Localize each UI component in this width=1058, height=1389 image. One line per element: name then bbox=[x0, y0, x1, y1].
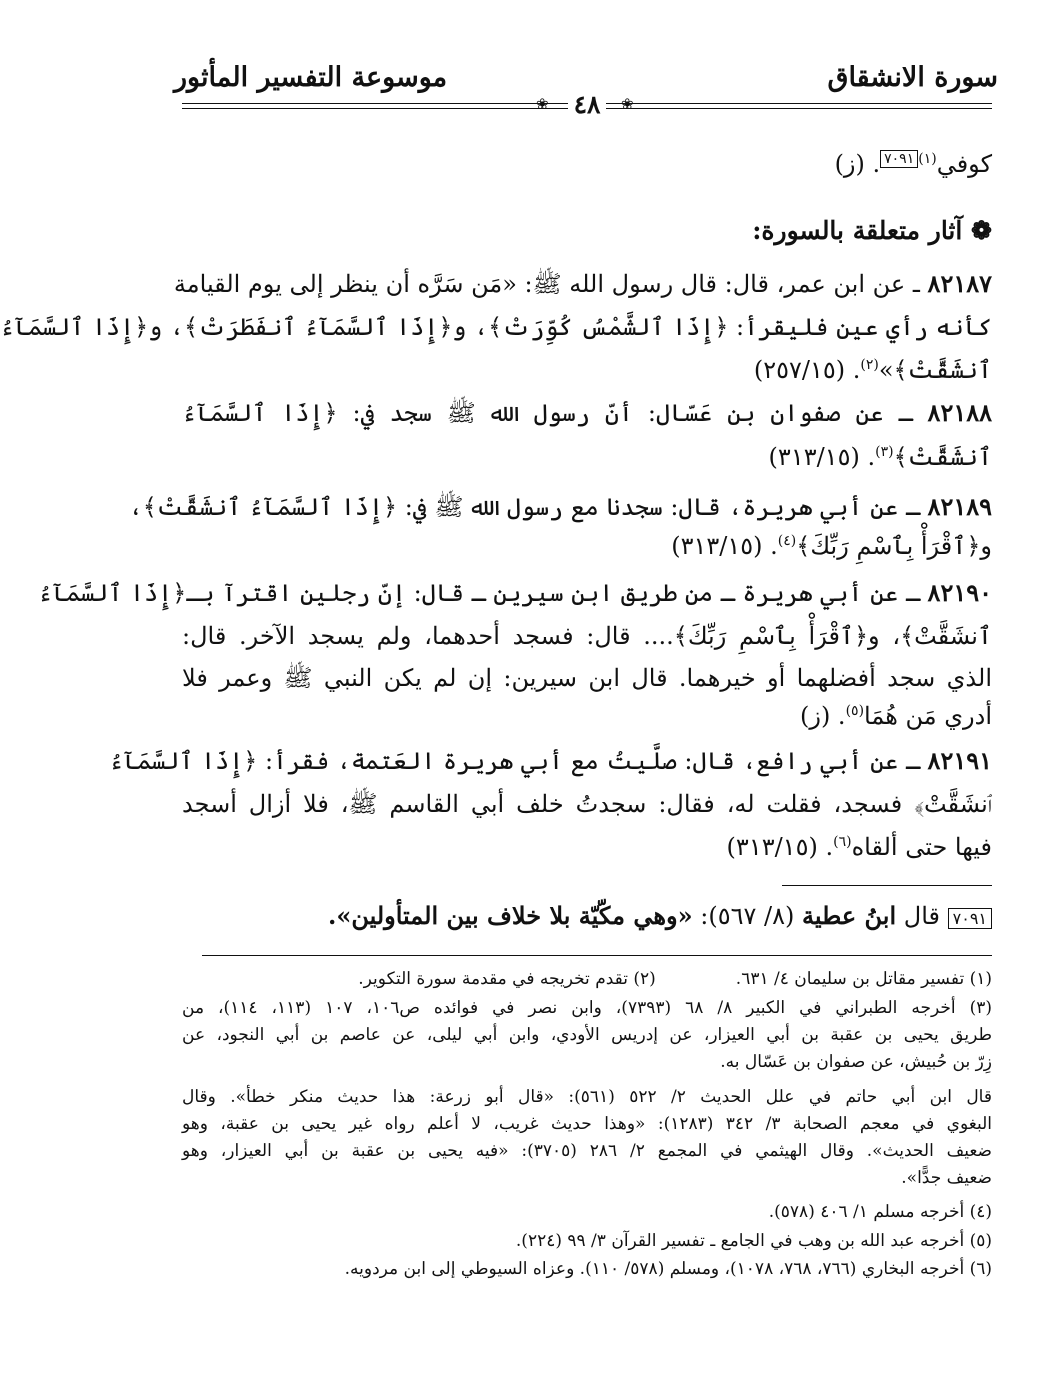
running-header-book: موسوعة التفسير المأثور bbox=[174, 62, 448, 93]
narration-line: ٨٢١٩١ ـ عن أبي رافع، قال: صلَّيتُ مع أبي هريرة العَتمة، فقرأ: ﴿إِذَا ٱلسَّمَآءُ bbox=[109, 746, 992, 775]
narration-line: ٱنشَقَّتْ﴾، و﴿ٱقْرَأْ بِٱسْمِ رَبِّكَ﴾.... قال: فسجد أحدهما، ولم يسجد الآخر. قال: bbox=[182, 622, 992, 650]
footnote-4: (٤) أخرجه مسلم ١/ ٤٠٦ (٥٧٨). bbox=[768, 1202, 992, 1222]
footnote-3-note: ضعيف الحديث». وقال الهيثمي في المجمع ٢/ ٢٨٦ (٣٧٠٥): «فيه يحيى بن عقبة بن أبي العيزار، وهو bbox=[182, 1141, 992, 1161]
footnote-5: (٥) أخرجه عبد الله بن وهب في الجامع ـ تفسير القرآن ٣/ ٩٩ (٢٢٤). bbox=[515, 1231, 992, 1251]
running-header-surah: سورة الانشقاق bbox=[827, 62, 998, 93]
intro-line: كوفي$^{(١)٧٠٩١}$. (ز) bbox=[834, 150, 992, 178]
narration-line: ٱنشَقَّتْ﴾$^{(٣)}$. (٣١٣/١٥) bbox=[768, 443, 992, 471]
commentary-divider bbox=[782, 885, 992, 886]
footnote-3: طريق يحيى بن عقبة بن أبي العيزار، عن إدريس الأودي، وابن أبي ليلى، عن عاصم بن أبي النجود، عن bbox=[182, 1025, 992, 1045]
footnote-3: (٣) أخرجه الطبراني في الكبير ٨/ ٦٨ (٧٣٩٣)، وابن نصر في فوائده ص١٠٦، ١٠٧ (١١٣، ١١٤)، من bbox=[182, 998, 993, 1018]
narration-line: أدري مَن هُمَا$^{(٥)}$. (ز) bbox=[799, 702, 992, 730]
footnote-1: (١) تفسير مقاتل بن سليمان ٤/ ٦٣١. bbox=[735, 969, 992, 989]
page-number: ٤٨ bbox=[568, 90, 607, 119]
narration-line: ٨٢١٨٧ ـ عن ابن عمر، قال: قال رسول الله ﷺ: «مَن سَرَّه أن ينظر إلى يوم القيامة bbox=[173, 269, 992, 298]
narration-line: كأنه رأي عين فليقرأ: ﴿إِذَا ٱلشَّمْسُ كُوِّرَتْ﴾، و﴿إِذَا ٱلسَّمَآءُ ٱنفَطَرَتْ﴾، و﴿إِذَا ٱلسَّمَآءُ bbox=[0, 313, 992, 341]
footnote-divider bbox=[202, 955, 992, 956]
ornament-icon: ❀ bbox=[536, 95, 549, 113]
footnote-6: (٦) أخرجه البخاري (٧٦٦، ٧٦٨، ١٠٧٨)، ومسلم (٥٧٨/ ١١٠). وعزاه السيوطي إلى ابن مردويه. bbox=[344, 1259, 992, 1279]
page-number-wrap bbox=[116, 90, 1058, 119]
flower-icon: ❁ bbox=[962, 216, 992, 245]
section-heading: ❁ آثار متعلقة بالسورة: bbox=[752, 216, 992, 245]
narration-line: ٱنشَقَّتْ﴾ فسجد، فقلت له، فقال: سجدتُ خلف أبي القاسم ﷺ، فلا أزال أسجد bbox=[182, 790, 992, 818]
commentary-ref-box: ٧٠٩١ bbox=[880, 150, 918, 168]
narration-line: ٱنشَقَّتْ﴾»$^{(٢)}$. (٢٥٧/١٥) bbox=[753, 356, 992, 384]
footnote-row bbox=[182, 966, 992, 993]
footnote-3-note: البغوي في معجم الصحابة ٣/ ٣٤٢ (١٢٨٣): «وهذا حديث غريب، لا أعلم رواه غير يحيى بن عقبة، وهو bbox=[182, 1114, 992, 1134]
footnote-3-note: قال ابن أبي حاتم في علل الحديث ٢/ ٥٢٢ (٥٦١): «قال أبو زرعة: هذا حديث منكر خطأ». وقال bbox=[182, 1087, 992, 1107]
commentary-ref-box: ٧٠٩١ bbox=[948, 908, 992, 929]
ornament-icon: ❀ bbox=[621, 95, 634, 113]
narration-line: ٨٢١٨٨ ـ عن صفوان بن عَسّال: أنّ رسول الله ﷺ سجد في: ﴿إِذَا ٱلسَّمَآءُ bbox=[182, 398, 992, 427]
footnote-3-note: ضعيف جدًّا». bbox=[901, 1168, 992, 1188]
narration-line: فيها حتى ألقاه$^{(٦)}$. (٣١٣/١٥) bbox=[726, 833, 992, 861]
commentary-line: ٧٠٩١ قال ابنُ عطية (٨/ ٥٦٧): «وهي مكّيّة بلا خلاف بين المتأولين». bbox=[182, 896, 992, 939]
footnote-2: (٢) تقدم تخريجه في مقدمة سورة التكوير. bbox=[358, 969, 656, 989]
narration-line: ٨٢١٩٠ ـ عن أبي هريرة ـ من طريق ابن سيرين ـ قال: إنّ رجلين اقترآ بـ﴿إِذَا ٱلسَّمَآءُ bbox=[38, 578, 992, 607]
footnote-3: زِرّ بن حُبيش، عن صفوان بن عَسّال به. bbox=[720, 1052, 992, 1072]
narration-line: الذي سجد أفضلهما أو خيرهما. قال ابن سيرين: إن لم يكن النبي ﷺ وعمر فلا bbox=[182, 664, 992, 692]
narration-line: ٨٢١٨٩ ـ عن أبي هريرة، قال: سجدنا مع رسول الله ﷺ في: ﴿إِذَا ٱلسَّمَآءُ ٱنشَقَّتْ﴾، bbox=[128, 492, 992, 521]
narration-line: و﴿ٱقْرَأْ بِٱسْمِ رَبِّكَ﴾$^{(٤)}$. (٣١٣/١٥) bbox=[671, 532, 992, 560]
